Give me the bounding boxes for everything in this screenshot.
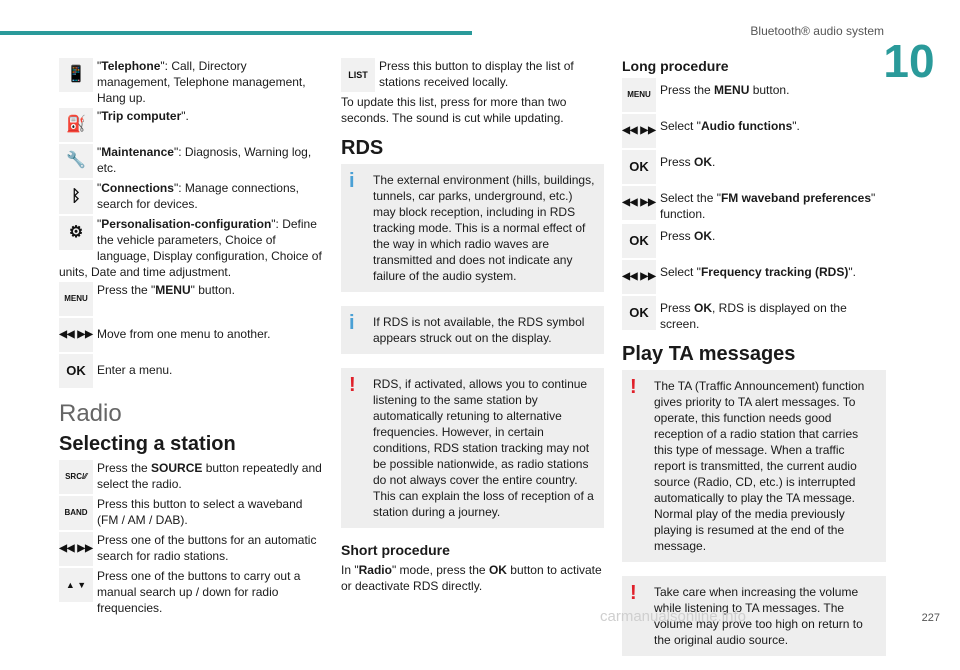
arrows-row: ◀◀ ▶▶ Move from one menu to another. [59,318,322,352]
menu-item-3: ᛒ "Connections": Manage connections, search for devices. [59,180,322,214]
menu-item-2: 🔧 "Maintenance": Diagnosis, Warning log, etc. [59,144,322,178]
wrench-icon: 🔧 [59,144,93,178]
update-text: To update this list, press for more than two seconds. The sound is cut while updating. [341,95,567,125]
info-icon: i [349,312,355,334]
warning-icon: ! [630,582,637,604]
list-row: LIST Press this button to display the list of stations received locally. [341,58,604,92]
long-step-5: ◀◀ ▶▶ Select "Frequency tracking (RDS)". [622,260,886,294]
list-button-icon: LIST [341,58,375,92]
long-step-4: OK Press OK. [622,224,886,258]
long-step-2: OK Press OK. [622,150,886,184]
header-title: Bluetooth® audio system [750,24,884,38]
info-box-environment: i The external environment (hills, buildings, tunnels, car parks, underground, etc.) may block reception, including in RDS tracking mode. This is a normal effect of the way in which radio waves are transmitted and does not indicate any failure of the audio system. [341,164,604,292]
up-down-arrows-icon: ▲ ▼ [59,568,93,602]
info-icon: i [349,170,355,192]
ok-button-icon: OK [622,150,656,184]
left-right-arrows-icon: ◀◀ ▶▶ [622,260,656,294]
warning-box-rds: ! RDS, if activated, allows you to continue listening to the same station by automatically retuning to alternative frequencies. However, in certain conditions, RDS station tracking may not be possible nationwide, as radio stations do not always cover the entire country. This can explain the loss of reception of a station during a journey. [341,368,604,528]
menu-button-icon: MENU [622,78,656,112]
left-right-arrows-icon: ◀◀ ▶▶ [622,114,656,148]
phone-icon: 📱 [59,58,93,92]
menu-item-0: 📱 "Telephone": Call, Directory management, Telephone management, Hang up. [59,58,322,106]
band-row: BAND Press this button to select a waveband (FM / AM / DAB). [59,496,322,530]
short-procedure-text: In "Radio" mode, press the OK button to activate or deactivate RDS directly. [341,563,602,593]
selecting-station-heading: Selecting a station [59,433,236,455]
warning-icon: ! [349,374,356,396]
warning-box-ta: ! The TA (Traffic Announcement) function gives priority to TA alert messages. To operate, this function needs good reception of a radio station that carries this type of message. When a traffic report is transmitted, the current audio source (Radio, CD, etc.) is interrupted automatically to play the TA message. Normal play of the media previously playing is resumed at the end of the message. [622,370,886,562]
auto-search-row: ◀◀ ▶▶ Press one of the buttons for an automatic search for radio stations. [59,532,322,566]
long-step-6: OK Press OK, RDS is displayed on the screen. [622,296,886,332]
left-right-arrows-icon: ◀◀ ▶▶ [622,186,656,220]
personalisation-icon: ⚙ [59,216,93,250]
ok-button-icon: OK [59,354,93,388]
info-box-rds-unavailable: i If RDS is not available, the RDS symbol appears struck out on the display. [341,306,604,354]
source-row: SRC/⁄⁄ Press the SOURCE button repeatedly and select the radio. [59,460,322,494]
watermark: carmanualsonline.info [600,608,746,625]
source-button-icon: SRC/⁄⁄ [59,460,93,494]
page-number: 227 [921,612,940,624]
ok-button-icon: OK [622,224,656,258]
play-ta-heading: Play TA messages [622,343,796,365]
band-button-icon: BAND [59,496,93,530]
menu-item-4: ⚙ "Personalisation-configuration": Define the vehicle parameters, Choice of language, Display configuration, Choice of units, Date and time adjustment. [59,217,322,279]
seek-arrows-icon: ◀◀ ▶▶ [59,532,93,566]
column-1 [59,58,322,618]
short-procedure-heading: Short procedure [341,542,450,558]
long-procedure-heading: Long procedure [622,58,729,74]
menu-row: MENU Press the "MENU" button. [59,282,322,316]
menu-item-1: ⛽ "Trip computer". [59,108,322,142]
long-step-1: ◀◀ ▶▶ Select "Audio functions". [622,114,886,148]
header-accent-bar [0,31,472,35]
ok-row: OK Enter a menu. [59,354,322,388]
rds-heading: RDS [341,137,384,159]
radio-heading: Radio [59,400,122,427]
menu-button-icon: MENU [59,282,93,316]
ok-button-icon: OK [622,296,656,330]
manual-search-row: ▲ ▼ Press one of the buttons to carry out a manual search up / down for radio frequencies. [59,568,322,616]
warning-box-volume: ! Take care when increasing the volume while listening to TA messages. The volume may prove too high on return to the original audio source. [622,576,886,656]
left-right-arrows-icon: ◀◀ ▶▶ [59,318,93,352]
column-2 [341,58,604,594]
bluetooth-icon: ᛒ [59,180,93,214]
long-step-0: MENU Press the MENU button. [622,78,886,112]
chapter-number: 10 [883,35,935,87]
long-step-3: ◀◀ ▶▶ Select the "FM waveband preferences" function. [622,186,886,222]
trip-computer-icon: ⛽ [59,108,93,142]
column-3 [622,58,886,670]
warning-icon: ! [630,376,637,398]
